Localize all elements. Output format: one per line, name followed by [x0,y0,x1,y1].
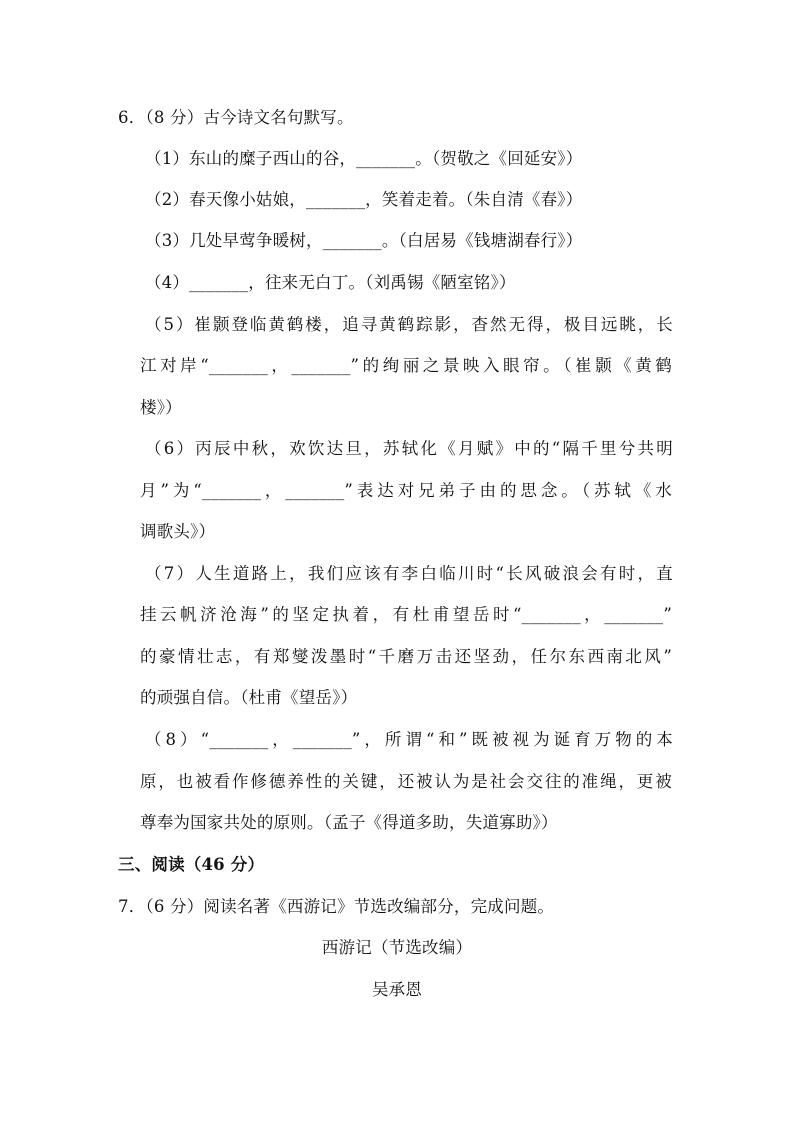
q6-item-5-line-1: （5）崔颢登临黄鹤楼，追寻黄鹤踪影，杳然无得，极目远眺，长 [145,315,673,334]
passage-author: 吴承恩 [371,980,423,999]
question-7-header: 7．（6 分）阅读名著《西游记》节选改编部分，完成问题。 [118,897,555,916]
q6-item-2: （2）春天像小姑娘，_______，笑着走着。（朱自清《春》） [145,190,583,209]
q6-item-3: （3）几处早莺争暖树，_______。（白居易《钱塘湖春行》） [145,231,583,250]
q6-item-6-line-1: （6）丙辰中秋，欢饮达旦，苏轼化《月赋》中的“隔千里兮共明 [145,439,673,458]
q6-item-4: （4）_______，往来无白丁。（刘禹锡《陋室铭》） [145,273,516,292]
q6-item-8-line-2: 原，也被看作修德养性的关键，还被认为是社会交往的准绳，更被 [140,772,672,791]
q6-item-5-line-3: 楼》） [140,398,182,417]
q6-item-8-line-1: （8）“_______，_______”，所谓“和”既被视为诞育万物的本 [145,730,673,749]
section-3-title: 三、阅读（46 分） [118,855,265,874]
q6-item-8-line-3: 尊奉为国家共处的原则。（孟子《得道多助，失道寡助》） [140,813,558,832]
q6-item-1: （1）东山的糜子西山的谷，_______。（贺敬之《回延安》） [145,149,583,168]
q6-item-7-line-2: 挂云帆济沧海”的坚定执着，有杜甫望岳时“_______，_______” [140,605,672,624]
q6-item-7-line-3: 的豪情壮志，有郑燮泼墨时“千磨万击还坚劲，任尔东西南北风” [140,647,672,666]
passage-title: 西游记（节选改编） [321,938,473,957]
q6-item-7-line-1: （7）人生道路上，我们应该有李白临川时“长风破浪会有时，直 [145,564,673,583]
q6-item-6-line-3: 调歌头》） [140,522,216,541]
q6-item-7-line-4: 的顽强自信。（杜甫《望岳》） [140,688,358,707]
q6-item-5-line-2: 江对岸“_______，_______”的绚丽之景映入眼帘。（崔颢《黄鹤 [140,356,672,375]
q6-item-6-line-2: 月”为“_______，_______”表达对兄弟子由的思念。（苏轼《水 [140,481,672,500]
question-6-header: 6．（8 分）古今诗文名句默写。 [118,108,354,127]
